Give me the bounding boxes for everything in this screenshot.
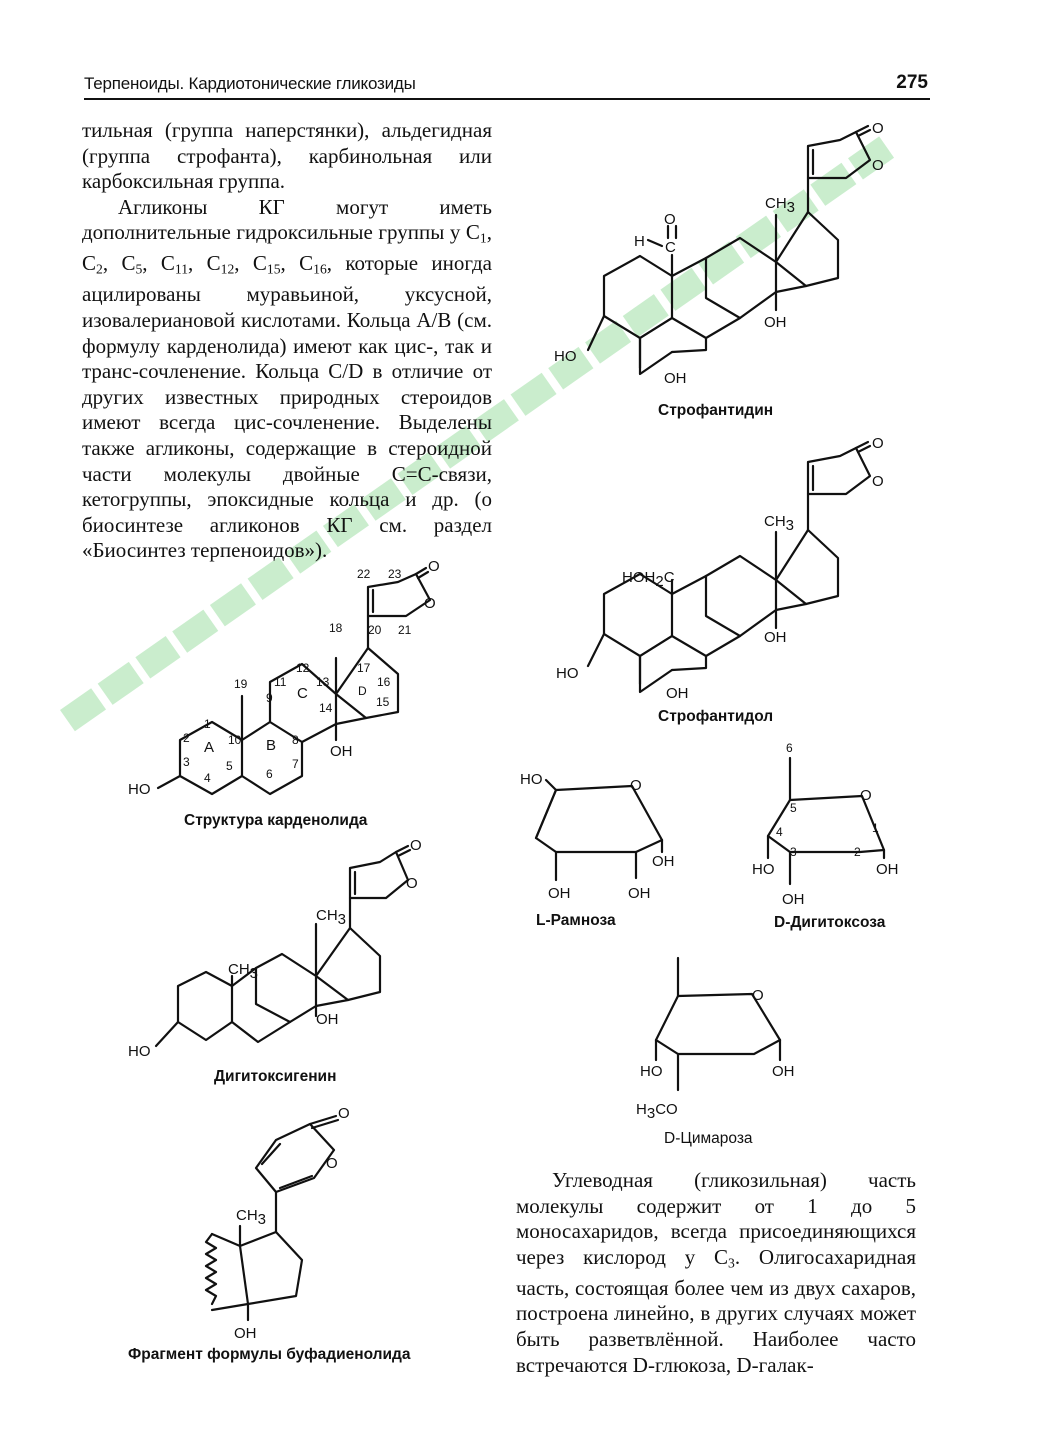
text-run: , C: [102, 251, 136, 276]
subscript: 12: [220, 261, 235, 277]
atom-number: 11: [274, 675, 287, 689]
hydroxyl-14: OH: [234, 1325, 257, 1342]
atom-number: 8: [292, 733, 299, 747]
ring-oxygen: O: [424, 595, 436, 612]
cymarose-structure: [636, 958, 795, 1122]
ring-oxygen: O: [860, 787, 872, 804]
text-run: , которые иногда ацилированы муравьиной, уксусной, изовалериановой кислотами. Кольца A/B (см. формулу карденолида) имеют как цис-, так и транс-сочленение. Кольца C/D в отличие от других известных природных стероидов имеют всегда цис-сочленение. Выделены также агликоны, содержащие в стероидной части молекулы двойные C=C-связи, кетогруппы, эпоксидные кольца и др. (о биосинтезе агликонов КГ см. раздел «Биосинтез терпеноидов»).: [82, 251, 492, 563]
hydroxyl-2: OH: [628, 885, 651, 902]
hydroxyl-4: HO: [752, 861, 775, 878]
atom-number: 20: [368, 623, 382, 637]
atom-number: 16: [377, 675, 391, 689]
methoxy-label: H3CO: [636, 1101, 678, 1122]
hydroxyl-1: OH: [652, 853, 675, 870]
subscript: 5: [135, 261, 143, 277]
ring-oxygen: O: [630, 777, 642, 794]
page-number: 275: [896, 72, 928, 93]
atom-number: 3: [790, 845, 797, 859]
atom-number: 6: [266, 767, 273, 781]
hydroxyl-14: OH: [764, 314, 787, 331]
hydroxyl-3: HO: [554, 348, 577, 365]
cardenolide-structure: [128, 558, 440, 798]
aldehyde-oxygen: O: [664, 211, 676, 228]
paragraph-continuation: тильная (группа наперстянки), альдегидная (группа строфанта), карбинольная или карбоксильная группа.: [82, 118, 492, 194]
caption-digitoxigenin: Дигитоксигенин: [214, 1068, 337, 1085]
text-run: . Олигосахаридная часть, состоящая более чем из двух сахаров, построена линейно, в других случаях может быть разветвлённой. Наиболее часто встречаются D-глюкоза, D-галак-: [516, 1244, 916, 1377]
methyl-label: CH3: [765, 195, 796, 216]
hydroxyl-5: OH: [666, 685, 689, 702]
subscript: 11: [174, 261, 189, 277]
atom-number: 21: [398, 623, 412, 637]
subscript: 1: [479, 230, 487, 246]
caption-cardenolide: Структура карденолида: [184, 812, 368, 829]
strophanthidol-structure: [556, 435, 884, 702]
running-title: Терпеноиды. Кардиотонические гликозиды: [84, 74, 416, 93]
bufadienolide-structure: [206, 1105, 350, 1342]
text-run: , C: [82, 220, 492, 276]
ring-label: D: [358, 684, 367, 698]
lactone-oxygen: O: [872, 120, 884, 137]
atom-number: 13: [316, 675, 330, 689]
atom-number: 10: [228, 733, 242, 747]
caption-strophanthidin: Строфантидин: [658, 402, 774, 419]
methyl-label: CH3: [764, 513, 795, 534]
atom-number: 4: [204, 771, 211, 785]
atom-number: 12: [296, 661, 310, 675]
atom-number: 1: [204, 717, 211, 731]
ring-label: A: [204, 739, 215, 756]
caption-rhamnose: L-Рамноза: [536, 912, 616, 929]
ring-oxygen: O: [752, 987, 764, 1004]
ring-label: C: [297, 685, 308, 702]
atom-number: 5: [790, 801, 797, 815]
text-run: , C: [280, 251, 314, 276]
methyl-label: CH3: [316, 907, 347, 928]
hydroxyl-3: HO: [128, 1043, 151, 1060]
hydroxyl-5: OH: [664, 370, 687, 387]
hydroxymethyl-label: HOH2C: [622, 569, 675, 590]
lactone-oxygen: O: [872, 435, 884, 452]
atom-number: 4: [776, 825, 783, 839]
subscript: 16: [313, 261, 327, 277]
text-run: , C: [142, 251, 175, 276]
methyl-label: CH3: [236, 1207, 267, 1228]
atom-number: 1: [872, 821, 879, 835]
aldehyde-hydrogen: H: [634, 233, 645, 250]
lactone-oxygen: O: [410, 837, 422, 854]
caption-strophanthidol: Строфантидол: [658, 708, 774, 725]
hydroxyl-14: OH: [330, 743, 353, 760]
hydroxyl-3: OH: [782, 891, 805, 908]
atom-number: 7: [292, 757, 299, 771]
ring-oxygen: O: [872, 157, 884, 174]
hydroxyl-3: HO: [556, 665, 579, 682]
caption-cymarose: D-Цимароза: [664, 1130, 753, 1147]
ring-oxygen: O: [872, 473, 884, 490]
hydroxyl-4: HO: [640, 1063, 663, 1080]
atom-number: 14: [319, 701, 333, 715]
atom-number: 9: [266, 691, 273, 705]
atom-number: 3: [183, 755, 190, 769]
ring-oxygen: O: [406, 875, 418, 892]
atom-number: 2: [183, 731, 190, 745]
digitoxigenin-structure: [128, 837, 422, 1060]
hydroxyl-14: OH: [764, 629, 787, 646]
atom-number: 19: [234, 677, 248, 691]
text-run: , C: [234, 251, 267, 276]
hydroxyl-3: OH: [548, 885, 571, 902]
hydroxyl-14: OH: [316, 1011, 339, 1028]
text-run: Агликоны КГ могут иметь дополнительные гидроксильные группы у C: [82, 194, 492, 245]
atom-number: 6: [786, 741, 793, 755]
hydroxyl-1: OH: [772, 1063, 795, 1080]
text-run: Углеводная (гликозильная) часть молекулы содержит от 1 до 5 моносахаридов, всегда присоединяющихся через кислород у C: [516, 1168, 916, 1269]
digitoxose-structure: [752, 741, 899, 908]
methyl-label-19: CH3: [228, 961, 259, 982]
atom-number: 5: [226, 759, 233, 773]
aldehyde-carbon: C: [665, 239, 676, 256]
carbonyl-oxygen: O: [338, 1105, 350, 1122]
atom-number: 17: [357, 661, 371, 675]
hydroxyl-3: HO: [128, 781, 151, 798]
atom-number: 23: [388, 567, 402, 581]
ring-label: B: [266, 737, 277, 754]
hydroxyl-top: HO: [520, 771, 543, 788]
atom-number: 2: [854, 845, 861, 859]
text-run: , C: [188, 251, 221, 276]
atom-number: 22: [357, 567, 371, 581]
atom-number: 15: [376, 695, 390, 709]
subscript: 15: [266, 261, 281, 277]
subscript: 2: [96, 261, 103, 277]
caption-bufadienolide: Фрагмент формулы буфадиенолида: [128, 1346, 411, 1363]
hydroxyl-1: OH: [876, 861, 899, 878]
lactone-oxygen: O: [428, 558, 440, 575]
strophanthidin-structure: [554, 120, 884, 387]
subscript: 3: [728, 1255, 735, 1271]
atom-number: 18: [329, 621, 343, 635]
ring-oxygen: O: [326, 1155, 338, 1172]
caption-digitoxose: D-Дигитоксоза: [774, 914, 886, 931]
rhamnose-structure: [520, 771, 675, 902]
